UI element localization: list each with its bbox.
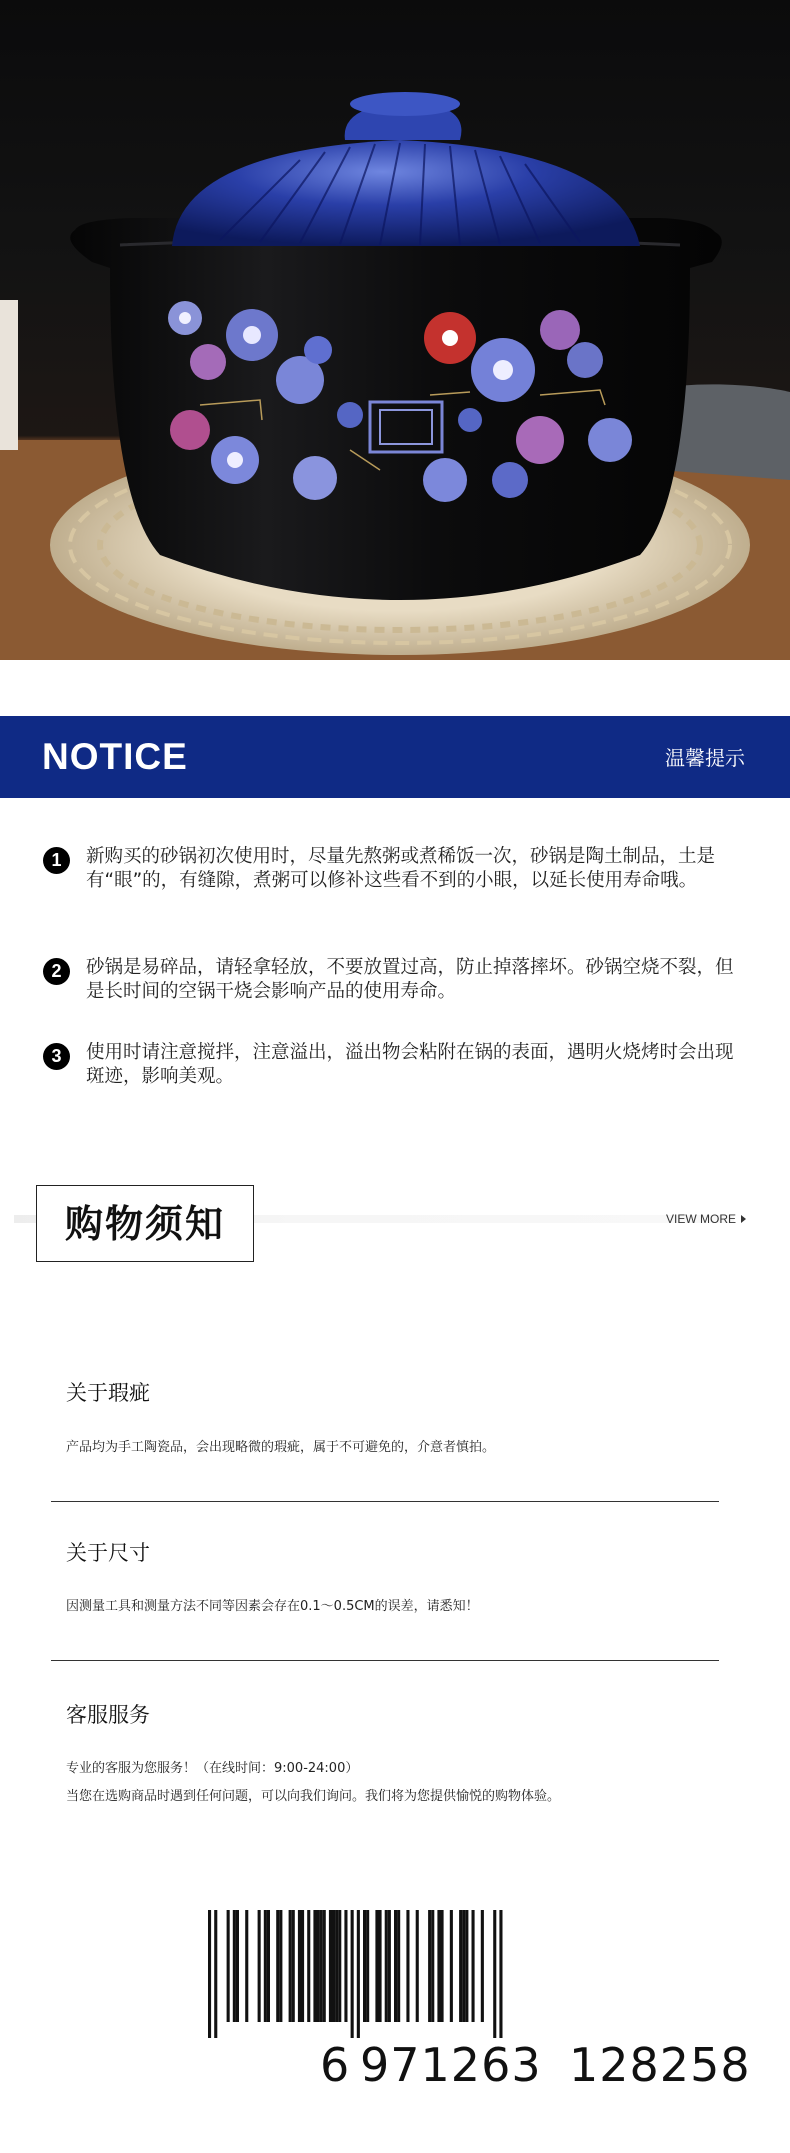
barcode-bar <box>236 1910 239 2022</box>
barcode-bar <box>366 1910 369 2022</box>
barcode-bar <box>313 1910 316 2022</box>
barcode-bar <box>379 1910 382 2022</box>
service-text-2: 当您在选购商品时遇到任何问题，可以向我们询问。我们将为您提供愉悦的购物体验。 <box>66 1789 561 1804</box>
barcode-bar <box>279 1910 282 2022</box>
view-more-link[interactable] <box>666 1211 746 1227</box>
barcode-bar <box>258 1910 261 2022</box>
barcode-bar <box>499 1910 502 2038</box>
caret-right-icon <box>741 1215 746 1223</box>
barcode-bar <box>441 1910 444 2022</box>
barcode-bar <box>227 1910 230 2022</box>
barcode-bar <box>267 1910 270 2022</box>
barcode-bar <box>406 1910 409 2022</box>
barcode-bar <box>233 1910 236 2022</box>
pot-lid <box>172 140 640 246</box>
barcode-bar <box>329 1910 332 2022</box>
barcode-bar <box>450 1910 453 2022</box>
barcode-bar <box>292 1910 295 2022</box>
view-more-label: VIEW MORE <box>666 1212 737 1226</box>
barcode-bar <box>394 1910 397 2022</box>
flaw-heading: 关于瑕疵 <box>66 1381 150 1405</box>
barcode-bar <box>323 1910 326 2022</box>
barcode-bar <box>416 1910 419 2022</box>
barcode-bar <box>375 1910 378 2022</box>
shopping-title: 购物须知 <box>64 1201 225 1246</box>
barcode-bar <box>276 1910 279 2022</box>
product-photo <box>0 0 790 660</box>
barcode-bar <box>264 1910 267 2022</box>
barcode-bar <box>459 1910 462 2022</box>
tip-number-badge: 3 <box>43 1043 70 1070</box>
flaw-text: 产品均为手工陶瓷品，会出现略微的瑕疵，属于不可避免的，介意者慎拍。 <box>66 1440 496 1455</box>
barcode-bar <box>472 1910 475 2022</box>
tip-text: 使用时请注意搅拌，注意溢出，溢出物会粘附在锅的表面，遇明火烧烤时会出现斑迹，影响美观。 <box>86 1042 734 1087</box>
barcode-bar <box>397 1910 400 2022</box>
barcode-bar <box>289 1910 292 2022</box>
barcode-bar <box>388 1910 391 2022</box>
barcode-bar <box>465 1910 468 2022</box>
notice-subtitle: 温馨提示 <box>665 746 745 770</box>
service-heading: 客服服务 <box>66 1703 150 1727</box>
barcode-right-digits: 128258 <box>569 2038 751 2092</box>
barcode-bar <box>493 1910 496 2038</box>
book-edge <box>0 300 18 450</box>
shopping-title-box <box>36 1185 254 1262</box>
barcode-image <box>150 1910 610 2038</box>
divider <box>51 1501 719 1502</box>
tip-number-badge: 1 <box>43 847 70 874</box>
barcode-bar <box>357 1910 360 2038</box>
tip-text: 砂锅是易碎品，请轻拿轻放，不要放置过高，防止掉落摔坏。砂锅空烧不裂，但是长时间的空锅干烧会影响产品的使用寿命。 <box>86 957 734 1002</box>
barcode-lead-digit: 6 <box>320 2038 351 2092</box>
barcode-bar <box>214 1910 217 2038</box>
barcode-bar <box>351 1910 354 2038</box>
barcode-bar <box>344 1910 347 2022</box>
barcode-bar <box>208 1910 211 2038</box>
tip-text: 新购买的砂锅初次使用时，尽量先熬粥或煮稀饭一次，砂锅是陶土制品，土是有“眼”的，有缝隙，煮粥可以修补这些看不到的小眼，以延长使用寿命哦。 <box>86 846 716 891</box>
size-text: 因测量工具和测量方法不同等因素会存在0.1～0.5CM的误差，请悉知！ <box>66 1599 479 1614</box>
size-heading: 关于尺寸 <box>66 1541 150 1565</box>
barcode-bar <box>338 1910 341 2022</box>
barcode-bar <box>428 1910 431 2022</box>
barcode-bar <box>431 1910 434 2022</box>
tip-number-badge: 2 <box>43 958 70 985</box>
barcode-bar <box>437 1910 440 2022</box>
barcode-bar <box>462 1910 465 2022</box>
barcode-bar <box>298 1910 301 2022</box>
notice-banner <box>0 716 790 798</box>
barcode-bar <box>385 1910 388 2022</box>
barcode-bar <box>307 1910 310 2022</box>
barcode-bar <box>363 1910 366 2022</box>
barcode-bar <box>245 1910 248 2022</box>
notice-title: NOTICE <box>42 736 188 777</box>
barcode-bar <box>301 1910 304 2022</box>
barcode-bar <box>320 1910 323 2022</box>
barcode-bar <box>481 1910 484 2022</box>
barcode-bar <box>332 1910 335 2022</box>
divider <box>51 1660 719 1661</box>
barcode-bar <box>317 1910 320 2022</box>
service-text-1: 专业的客服为您服务！（在线时间：9:00-24:00） <box>66 1761 359 1776</box>
barcode-left-digits: 971263 <box>360 2038 542 2092</box>
barcode-bar <box>335 1910 338 2022</box>
